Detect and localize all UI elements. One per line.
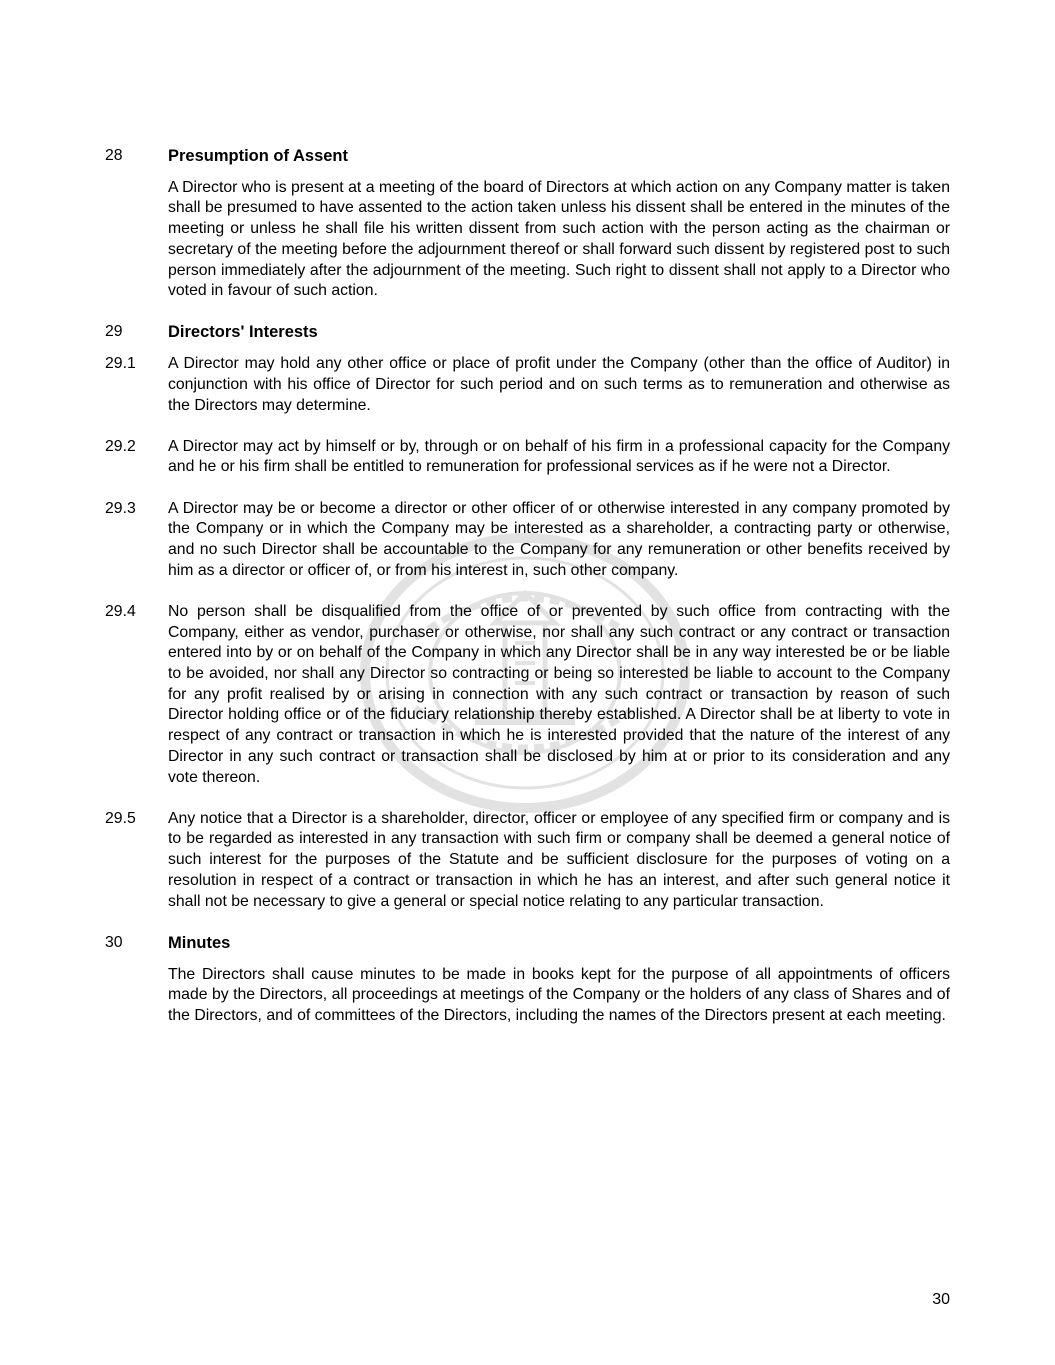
clause-text: A Director may hold any other office or place of profit under the Company (other than the office of Auditor) in conjunction with his office of Director for such period and on such terms as to remuneration and otherwise as the Directors may determine. (168, 355, 950, 414)
clause-number: 29.4 (105, 602, 136, 620)
section-number: 29 (105, 323, 123, 341)
page-number: 30 (932, 1291, 950, 1308)
clause-text: Any notice that a Director is a shareholder, director, officer or employee of any specified firm or company and is to be regarded as interested in any transaction with such firm or company shall be deemed a general notice of such interest for the purposes of the Statute and be sufficient disclosure for the purposes of voting on a resolution in respect of a contract or transaction in which he has an interest, and after such general notice it shall not be necessary to give a general or special notice relating to any particular transaction. (168, 809, 950, 910)
section-number: 28 (105, 147, 123, 164)
section-heading-28 (105, 146, 950, 167)
clause-number: 29.3 (105, 499, 136, 517)
section-title: Minutes (168, 933, 231, 952)
section-body-28: A Director who is present at a meeting of the board of Directors at which action on any Company matter is taken shall be presumed to have assented to the action taken unless his dissent shall be entered in the minutes of the meeting or unless he shall file his written dissent from such action with the person acting as the chairman or secretary of the meeting before the adjournment thereof or shall forward such dissent by registered post to such person immediately after the adjournment of the meeting. Such right to dissent shall not apply to a Director who voted in favour of such action. (168, 178, 950, 300)
clause-number: 29.5 (105, 809, 136, 827)
clause-number: 29.2 (105, 437, 136, 455)
clause-text: A Director may be or become a director or other officer of or otherwise interested in any company promoted by the Company or in which the Company may be interested as a shareholder, a contracting party or otherwise, and no such Director shall be accountable to the Company for any remuneration or other benefits received by him as a director or officer of, or from his interest in, such other company. (168, 499, 950, 579)
document-body (105, 146, 950, 1047)
clause-29-2 (105, 437, 950, 478)
clause-number: 29.1 (105, 355, 136, 373)
section-title: Presumption of Assent (168, 147, 348, 165)
section-title: Directors' Interests (168, 323, 318, 342)
clause-29-1 (105, 354, 950, 416)
clause-29-4 (105, 602, 950, 788)
section-heading-29 (105, 322, 950, 343)
clause-text: No person shall be disqualified from the office of or prevented by such office from contracting with the Company, either as vendor, purchaser or otherwise, nor shall any such contract or any contract or transaction entered into by or on behalf of the Company in which any Director shall be in any way interested be or be liable to be avoided, nor shall any Director so contracting or being so interested be liable to account to the Company for any profit realised by or arising in connection with any such contract or transaction by reason of such Director holding office or of the fiduciary relationship thereby established. A Director shall be at liberty to vote in respect of any contract or transaction in which he is interested provided that the nature of the interest of any Director in any such contract or transaction shall be disclosed by him at or prior to its consideration and any vote thereon. (168, 602, 950, 786)
clause-29-3 (105, 499, 950, 582)
clause-29-5 (105, 809, 950, 913)
clause-text: A Director may act by himself or by, through or on behalf of his firm in a professional capacity for the Company and he or his firm shall be entitled to remuneration for professional services as if he were not a Director. (168, 437, 950, 476)
section-body-30: The Directors shall cause minutes to be made in books kept for the purpose of all appointments of officers made by the Directors, all proceedings at meetings of the Company or the holders of any class of Shares and of the Directors, and of committees of the Directors, including the names of the Directors present at each meeting. (168, 965, 950, 1024)
section-heading-30 (105, 933, 950, 954)
section-number: 30 (105, 933, 123, 951)
